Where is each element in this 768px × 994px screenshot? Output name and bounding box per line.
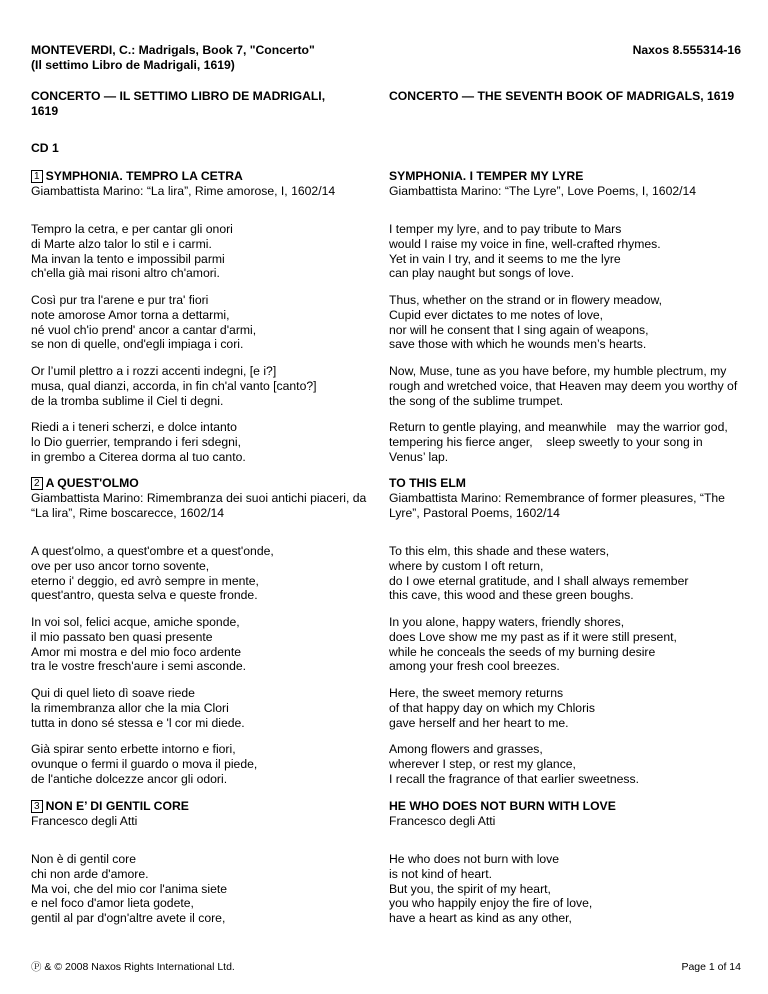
stanza-italian: Qui di quel lieto dì soave riede la rimembranza allor che la mia Clori tutta in dono sé stessa e 'l cor mi diede. bbox=[31, 686, 245, 730]
track-title-english: TO THIS ELM bbox=[389, 476, 466, 490]
stanza-english: He who does not burn with love is not kind of heart. But you, the spirit of my heart, you who happily enjoy the fire of love, have a heart as kind as any other, bbox=[389, 852, 593, 926]
copyright-notice: Ⓟ & © 2008 Naxos Rights International Ltd. bbox=[31, 961, 235, 973]
track-number-box: 3 bbox=[31, 800, 43, 813]
stanza-italian: Or l’umil plettro a i rozzi accenti indegni, [e i?] musa, qual dianzi, accorda, in fin ch'al vanto [canto?] de la tromba sublime il Ciel ti degni. bbox=[31, 364, 317, 408]
track-number-box: 1 bbox=[31, 170, 43, 183]
track-source: Francesco degli Atti bbox=[31, 813, 138, 828]
stanza-italian: A quest'olmo, a quest'ombre et a quest'onde, ove per uso ancor torno sovente, eterno i' deggio, ed avrò sempre in mente, quest'antro, questa selva e queste fronde. bbox=[31, 544, 274, 603]
page-header bbox=[31, 43, 741, 83]
stanza-english: I temper my lyre, and to pay tribute to Mars would I raise my voice in fine, well-crafted rhymes. Yet in vain I try, and it seems to me the lyre can play naught but songs of love. bbox=[389, 222, 661, 281]
document-title bbox=[31, 43, 315, 73]
track-source-english: Giambattista Marino: Remembrance of former pleasures, “The Lyre”, Pastoral Poems, 1602/14 bbox=[389, 490, 725, 520]
track-title: 2 A QUEST'OLMO bbox=[31, 476, 376, 491]
book-title-italian: CONCERTO — IL SETTIMO LIBRO DE MADRIGALI, 1619 bbox=[31, 89, 326, 118]
stanza-italian: Non è di gentil core chi non arde d'amore. Ma voi, che del mio cor l'anima siete e nel foco d'amor lieta godete, gentil al par d'ogn'altre avete il core, bbox=[31, 852, 228, 926]
track-source-english: Giambattista Marino: “The Lyre”, Love Poems, I, 1602/14 bbox=[389, 183, 697, 198]
title-line-1: MONTEVERDI, C.: Madrigals, Book 7, "Concerto" bbox=[31, 43, 315, 57]
track-title-english: SYMPHONIA. I TEMPER MY LYRE bbox=[389, 169, 584, 183]
catalog-number: Naxos 8.555314-16 bbox=[632, 43, 741, 57]
stanza-italian: In voi sol, felici acque, amiche sponde, il mio passato ben quasi presente Amor mi mostra e del mio foco ardente tra le vostre fresch'aure i semi asconde. bbox=[31, 615, 247, 674]
stanza-english: To this elm, this shade and these waters, where by custom I oft return, do I owe eternal gratitude, and I shall always remember this cave, this wood and these green boughs. bbox=[389, 544, 689, 603]
track-source: Giambattista Marino: Rimembranza dei suoi antichi piaceri, da “La lira”, Rime boscarecce, 1602/14 bbox=[31, 490, 367, 520]
track-title: 1 SYMPHONIA. TEMPRO LA CETRA bbox=[31, 169, 376, 184]
track-source: Giambattista Marino: “La lira”, Rime amorose, I, 1602/14 bbox=[31, 183, 336, 198]
stanza-italian: Tempro la cetra, e per cantar gli onori di Marte alzo talor lo stil e i carmi. Ma invan la tento e impossibil parmi ch'ella già mai risoni altro ch'amori. bbox=[31, 222, 233, 281]
stanza-english: In you alone, happy waters, friendly shores, does Love show me my past as if it were still present, while he conceals the seeds of my burning desire among your fresh cool breezes. bbox=[389, 615, 677, 674]
stanza-english: Among flowers and grasses, wherever I step, or rest my glance, I recall the fragrance of that earlier sweetness. bbox=[389, 742, 639, 786]
track-number-box: 2 bbox=[31, 477, 43, 490]
stanza-italian: Riedi a i teneri scherzi, e dolce intanto lo Dio guerrier, temprando i feri sdegni, in grembo a Citerea dorma al tuo canto. bbox=[31, 420, 246, 464]
cd-label: CD 1 bbox=[31, 141, 59, 155]
stanza-italian: Già spirar sento erbette intorno e fiori, ovunque o fermi il guardo o mova il piede, de l'antiche dolcezze ancor gli odori. bbox=[31, 742, 258, 786]
document-page bbox=[31, 0, 741, 994]
stanza-english: Here, the sweet memory returns of that happy day on which my Chloris gave herself and her heart to me. bbox=[389, 686, 595, 730]
book-title-english: CONCERTO — THE SEVENTH BOOK OF MADRIGALS, 1619 bbox=[389, 89, 735, 103]
stanza-english: Return to gentle playing, and meanwhile may the warrior god, tempering his fierce anger, sleep sweetly to your song in Venus’ lap. bbox=[389, 420, 732, 464]
stanza-english: Now, Muse, tune as you have before, my humble plectrum, my rough and wretched voice, that Heaven may deem you worthy of the song of the sublime trumpet. bbox=[389, 364, 738, 408]
track-title-english: HE WHO DOES NOT BURN WITH LOVE bbox=[389, 799, 616, 813]
title-line-2: (Il settimo Libro de Madrigali, 1619) bbox=[31, 57, 235, 72]
track-title: 3 NON E’ DI GENTIL CORE bbox=[31, 799, 376, 814]
track-source-english: Francesco degli Atti bbox=[389, 813, 496, 828]
stanza-italian: Così pur tra l'arene e pur tra' fiori note amorose Amor torna a dettarmi, né vuol ch'io prend' ancor a cantar d'armi, se non di quelle, ond'egli impiaga i cori. bbox=[31, 293, 257, 352]
page-number: Page 1 of 14 bbox=[681, 961, 741, 973]
stanza-english: Thus, whether on the strand or in flowery meadow, Cupid ever dictates to me notes of love, nor will he consent that I sing again of weapons, save those with which he wounds men’s hearts. bbox=[389, 293, 663, 352]
